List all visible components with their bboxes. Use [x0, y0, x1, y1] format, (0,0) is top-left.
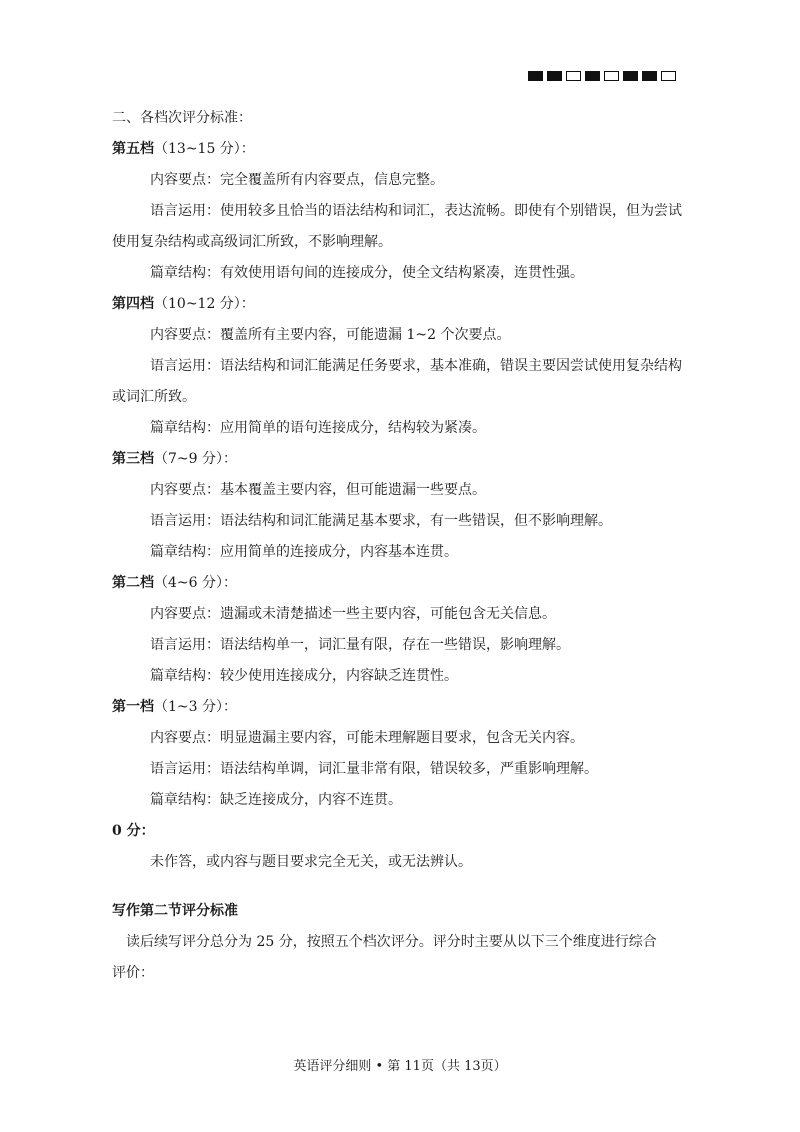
level-range: （4~6 分）： [154, 575, 237, 591]
level-name: 第二档 [112, 575, 154, 591]
level-name: 第一档 [112, 699, 154, 715]
zero-score-heading: 0 分： [112, 823, 155, 839]
level-name: 第五档 [112, 141, 154, 157]
criterion-line: 语言运用：使用较多且恰当的语法结构和词汇，表达流畅。即使有个别错误，但为尝试 [150, 203, 682, 219]
level-heading [112, 697, 702, 717]
criterion-line: 语言运用：语法结构和词汇能满足任务要求，基本准确，错误主要因尝试使用复杂结构 [150, 358, 682, 374]
level-range: （10~12 分）： [154, 296, 255, 312]
criterion-line-continued: 或词汇所致。 [112, 389, 196, 405]
criterion-line: 内容要点：基本覆盖主要内容，但可能遗漏一些要点。 [150, 482, 486, 498]
criterion-line: 语言运用：语法结构单调，词汇量非常有限，错误较多，严重影响理解。 [150, 761, 598, 777]
header-mark [642, 71, 657, 81]
level-range: （13~15 分）： [154, 141, 255, 157]
level-range: （1~3 分）： [154, 699, 237, 715]
criterion-line: 语言运用：语法结构和词汇能满足基本要求，有一些错误，但不影响理解。 [150, 513, 612, 529]
criterion-line: 篇章结构：应用简单的连接成分，内容基本连贯。 [150, 544, 458, 560]
criterion-line: 内容要点：明显遗漏主要内容，可能未理解题目要求，包含无关内容。 [150, 730, 584, 746]
header-mark [661, 71, 676, 81]
level-heading [112, 573, 702, 593]
criterion-line: 内容要点：覆盖所有主要内容，可能遗漏 1~2 个次要点。 [150, 327, 511, 343]
header-mark [547, 71, 562, 81]
section2-paragraph-line-continued: 评价： [112, 965, 154, 981]
header-mark [566, 71, 581, 81]
criterion-line: 内容要点：完全覆盖所有内容要点，信息完整。 [150, 172, 444, 188]
criterion-line: 篇章结构：较少使用连接成分，内容缺乏连贯性。 [150, 668, 458, 684]
criterion-line: 篇章结构：缺乏连接成分，内容不连贯。 [150, 792, 402, 808]
level-name: 第四档 [112, 296, 154, 312]
level-heading [112, 449, 702, 469]
section2-paragraph-line: 读后续写评分总分为 25 分，按照五个档次评分。评分时主要从以下三个维度进行综合 [126, 934, 657, 950]
criterion-line: 语言运用：语法结构单一，词汇量有限，存在一些错误，影响理解。 [150, 637, 570, 653]
header-mark [585, 71, 600, 81]
section2-title: 写作第二节评分标准 [112, 903, 238, 919]
page-content [112, 108, 702, 994]
level-heading [112, 139, 702, 159]
level-heading [112, 294, 702, 314]
level-name: 第三档 [112, 451, 154, 467]
criterion-line: 篇章结构：有效使用语句间的连接成分，使全文结构紧凑，连贯性强。 [150, 265, 584, 281]
section-title: 二、各档次评分标准： [112, 110, 252, 126]
page-footer: 英语评分细则 • 第 11页（共 13页） [293, 1059, 507, 1074]
header-mark [604, 71, 619, 81]
criterion-line: 篇章结构：应用简单的语句连接成分，结构较为紧凑。 [150, 420, 486, 436]
criterion-line-continued: 使用复杂结构或高级词汇所致，不影响理解。 [112, 234, 392, 250]
criterion-line: 内容要点：遗漏或未清楚描述一些主要内容，可能包含无关信息。 [150, 606, 556, 622]
header-mark [528, 71, 543, 81]
header-marks [528, 71, 676, 81]
zero-score-text: 未作答，或内容与题目要求完全无关，或无法辨认。 [150, 854, 472, 870]
level-range: （7~9 分）： [154, 451, 237, 467]
header-mark [623, 71, 638, 81]
